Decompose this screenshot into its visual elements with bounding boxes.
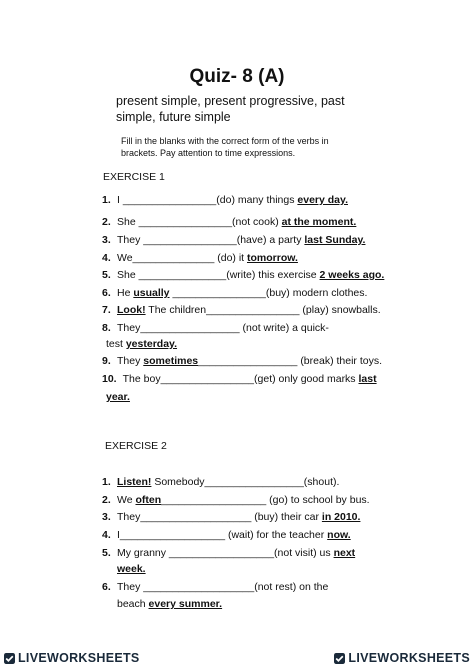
exercise-line — [106, 337, 177, 351]
subtitle: present simple, present progressive, past simple, future simple — [116, 94, 345, 124]
sentence-text: The boy________________(get) only good marks — [117, 373, 359, 385]
footer-logo-right — [334, 651, 470, 665]
time-expression: in 2010. — [321, 511, 361, 523]
sentence-text: I__________________ (wait) for the teacher — [117, 529, 328, 541]
time-expression: sometimes — [143, 355, 199, 367]
exercise-line — [102, 193, 348, 207]
sentence-text: beach — [117, 598, 149, 610]
sentence-text: She _______________(write) this exercise — [117, 269, 320, 281]
instructions: Fill in the blanks with the correct form of the verbs in brackets. Pay attention to time expressions. — [121, 136, 329, 158]
exercise-2-heading: EXERCISE 2 — [105, 440, 167, 452]
liveworksheets-logo-icon — [334, 653, 345, 664]
exercise-line — [102, 475, 339, 489]
sentence-text: She ________________(not cook) — [117, 216, 282, 228]
item-number: 10. — [102, 373, 117, 385]
time-expression: now. — [327, 529, 351, 541]
exercise-line — [102, 321, 329, 335]
item-number: 8. — [102, 322, 111, 334]
sentence-text: They ________________(have) a party — [117, 234, 305, 246]
footer-brand-left: LIVEWORKSHEETS — [18, 651, 140, 665]
exercise-line — [117, 562, 146, 576]
sentence-text: __________________ (go) to school by bus. — [161, 494, 370, 506]
item-number: 5. — [102, 269, 111, 281]
time-expression: tomorrow. — [247, 252, 298, 264]
exercise-line — [102, 286, 367, 300]
sentence-text: We______________ (do) it — [117, 252, 247, 264]
sentence-text: The children________________ (play) snowballs. — [145, 304, 381, 316]
time-expression: every summer. — [148, 598, 223, 610]
sentence-text: We — [117, 494, 136, 506]
time-expression: Listen! — [117, 476, 152, 488]
sentence-text: They ___________________(not rest) on the — [117, 581, 329, 593]
item-number: 6. — [102, 581, 111, 593]
time-expression: year. — [106, 391, 130, 403]
item-number: 4. — [102, 529, 111, 541]
item-number: 2. — [102, 216, 111, 228]
time-expression: every day. — [297, 194, 348, 206]
sentence-text: My granny __________________(not visit) us — [117, 547, 334, 559]
exercise-line — [102, 580, 328, 594]
sentence-text: test — [106, 338, 126, 350]
time-expression: next — [333, 547, 356, 559]
exercise-line — [102, 546, 355, 560]
item-number: 1. — [102, 476, 111, 488]
item-number: 6. — [102, 287, 111, 299]
time-expression: last — [358, 373, 377, 385]
item-number: 2. — [102, 494, 111, 506]
exercise-line — [106, 390, 130, 404]
exercise-line — [102, 354, 382, 368]
footer-brand-right: LIVEWORKSHEETS — [348, 651, 470, 665]
item-number: 9. — [102, 355, 111, 367]
exercise-line — [102, 215, 356, 229]
liveworksheets-logo-icon — [4, 653, 15, 664]
sentence-text: He — [117, 287, 134, 299]
footer-logo-left — [4, 651, 140, 665]
exercise-line — [102, 510, 360, 524]
time-expression: week. — [117, 563, 146, 575]
sentence-text: They___________________ (buy) their car — [117, 511, 322, 523]
exercise-line — [102, 528, 351, 542]
item-number: 4. — [102, 252, 111, 264]
page-title: Quiz- 8 (A) — [189, 66, 285, 87]
sentence-text: They_________________ (not write) a quick- — [117, 322, 329, 334]
item-number: 1. — [102, 194, 111, 206]
time-expression: yesterday. — [125, 338, 178, 350]
item-number: 7. — [102, 304, 111, 316]
exercise-line — [102, 233, 365, 247]
sentence-text: ________________(buy) modern clothes. — [169, 287, 368, 299]
item-number: 5. — [102, 547, 111, 559]
exercise-line — [102, 303, 381, 317]
time-expression: last Sunday. — [304, 234, 366, 246]
exercise-line — [117, 597, 222, 611]
time-expression: at the moment. — [281, 216, 357, 228]
time-expression: 2 weeks ago. — [319, 269, 385, 281]
sentence-text: They — [117, 355, 144, 367]
item-number: 3. — [102, 511, 111, 523]
time-expression: often — [135, 494, 162, 506]
time-expression: Look! — [117, 304, 146, 316]
exercise-1-heading: EXERCISE 1 — [103, 171, 165, 183]
exercise-line — [102, 493, 370, 507]
sentence-text: I ________________(do) many things — [117, 194, 298, 206]
exercise-line — [102, 268, 384, 282]
sentence-text: _________________ (break) their toys. — [198, 355, 383, 367]
time-expression: usually — [133, 287, 170, 299]
exercise-line — [102, 372, 377, 386]
exercise-line — [102, 251, 298, 265]
sentence-text: Somebody_________________(shout). — [151, 476, 340, 488]
item-number: 3. — [102, 234, 111, 246]
